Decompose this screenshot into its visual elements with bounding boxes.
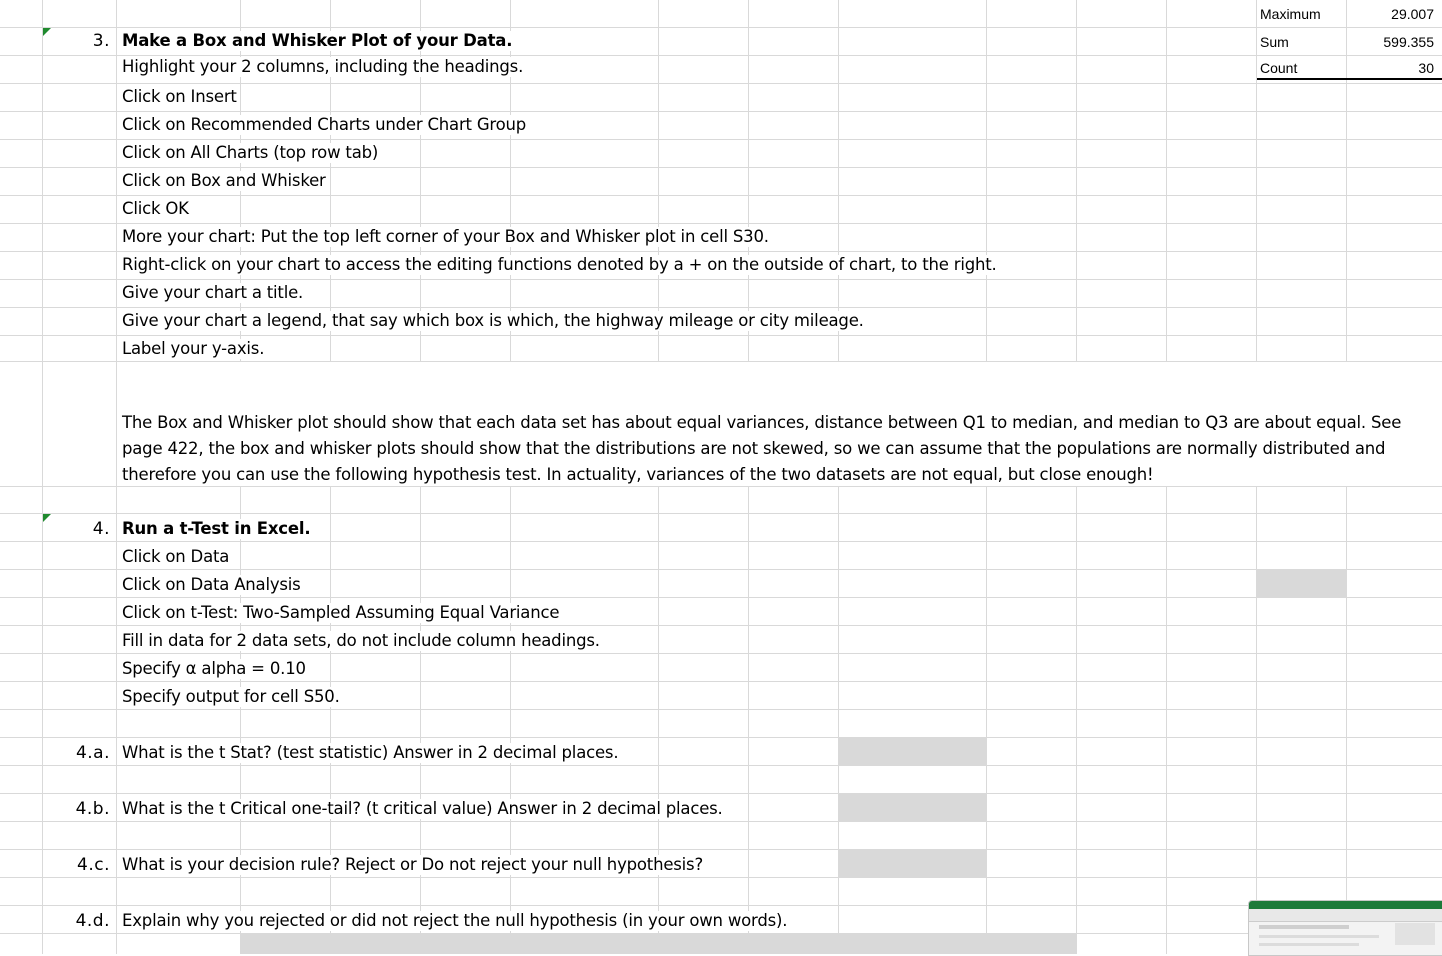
step-4-title: Run a t-Test in Excel. [122, 519, 311, 538]
step-4-line: Click on Data [122, 547, 230, 566]
stat-value-count: 30 [1418, 60, 1434, 76]
step-3-number: 3. [92, 31, 110, 51]
question-4d-text: Explain why you rejected or did not reject the null hypothesis (in your own words). [122, 911, 788, 930]
step-3-line: Label your y-axis. [122, 339, 265, 358]
shaded-cell[interactable] [1257, 570, 1346, 597]
step-3-line: Highlight your 2 columns, including the headings. [122, 57, 524, 76]
step-4-line: Specify output for cell S50. [122, 687, 340, 706]
step-4-line: Specify α alpha = 0.10 [122, 659, 306, 678]
step-3-line: Click on Box and Whisker [122, 171, 326, 190]
step-4-line: Click on t-Test: Two-Sampled Assuming Equal Variance [122, 603, 560, 622]
step-3-line: Click on Recommended Charts under Chart Group [122, 115, 527, 134]
answer-cell-4b[interactable] [839, 794, 986, 821]
table-bottom-border [1257, 78, 1442, 80]
question-4a-text: What is the t Stat? (test statistic) Answer in 2 decimal places. [122, 743, 619, 762]
step-4-number: 4. [92, 519, 110, 539]
question-4a-number: 4.a. [75, 743, 110, 763]
step-3-title: Make a Box and Whisker Plot of your Data. [122, 31, 513, 50]
answer-cell-4c[interactable] [839, 850, 986, 877]
stat-value-maximum: 29.007 [1391, 6, 1434, 22]
explanation-paragraph: The Box and Whisker plot should show that each data set has about equal variances, distance between Q1 to median, and median to Q3 are about equal. See page 422, the box and whisker plots should show that the distributions are not skewed, so we can assume that the populations are normally distributed and therefore you can use the following hypothesis test. In actuality, variances of the two datasets are not equal, but close enough! [122, 413, 1402, 484]
answer-cell-4a[interactable] [839, 738, 986, 765]
answer-cell-4d[interactable] [241, 934, 1076, 954]
stat-label-sum: Sum [1260, 34, 1289, 50]
step-3-line: Give your chart a legend, that say which box is which, the highway mileage or city mileage. [122, 311, 864, 330]
stat-label-count: Count [1260, 60, 1298, 76]
step-4-line: Fill in data for 2 data sets, do not include column headings. [122, 631, 600, 650]
stat-value-sum: 599.355 [1383, 34, 1434, 50]
window-thumbnail-icon[interactable] [1248, 900, 1442, 956]
step-3-line: Right-click on your chart to access the editing functions denoted by a + on the outside of chart, to the right. [122, 255, 997, 274]
step-3-line: Click on Insert [122, 87, 237, 106]
question-4c-number: 4.c. [77, 855, 110, 875]
step-3-line: Click OK [122, 199, 189, 218]
step-3-line: Give your chart a title. [122, 283, 304, 302]
question-4c-text: What is your decision rule? Reject or Do not reject your null hypothesis? [122, 855, 704, 874]
step-3-line: Click on All Charts (top row tab) [122, 143, 379, 162]
step-4-line: Click on Data Analysis [122, 575, 301, 594]
stat-label-maximum: Maximum [1260, 6, 1321, 22]
question-4b-number: 4.b. [75, 799, 110, 819]
question-4b-text: What is the t Critical one-tail? (t critical value) Answer in 2 decimal places. [122, 799, 723, 818]
step-3-line: More your chart: Put the top left corner of your Box and Whisker plot in cell S30. [122, 227, 769, 246]
question-4d-number: 4.d. [75, 911, 110, 931]
